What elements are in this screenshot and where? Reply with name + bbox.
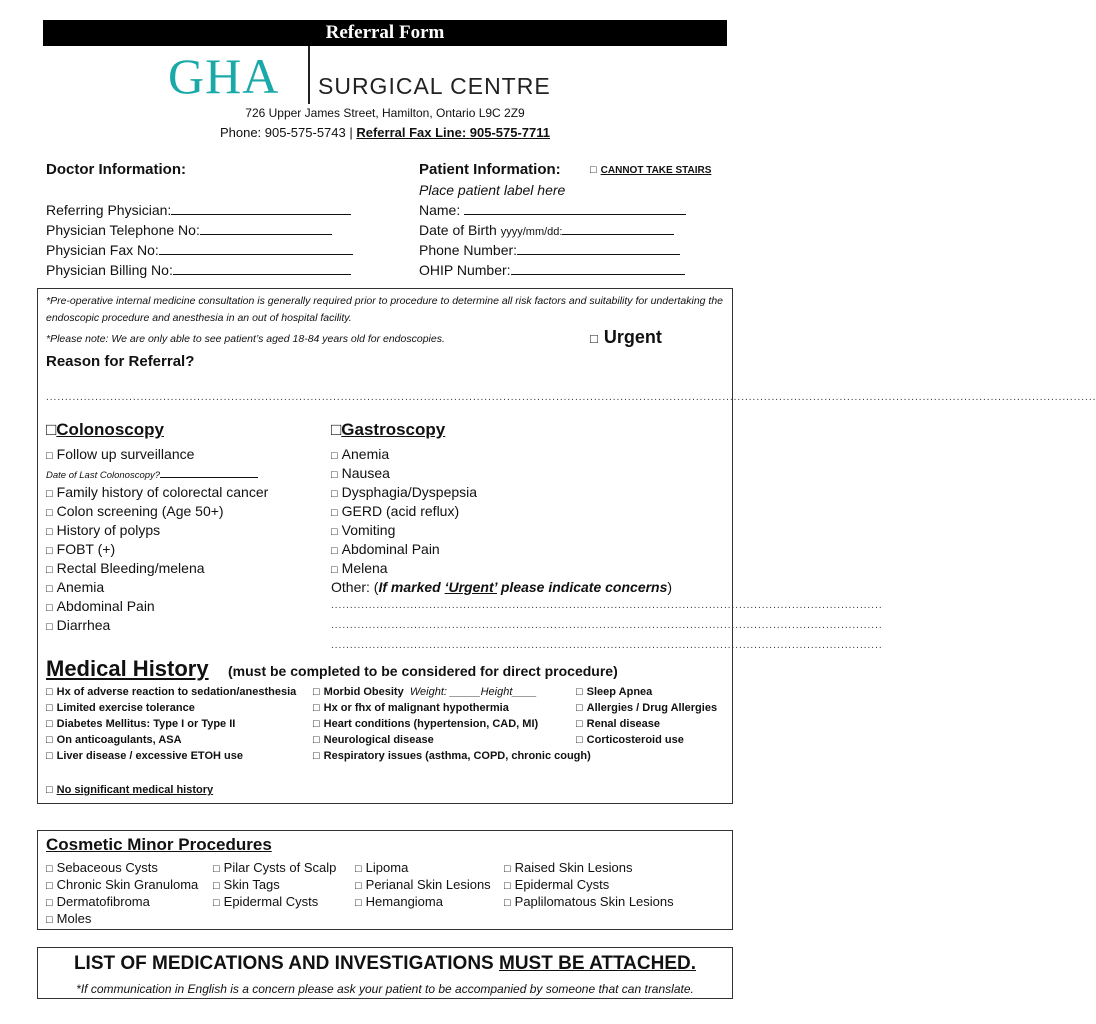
colonoscopy-option-checkbox[interactable]: □ — [46, 621, 53, 633]
medical-history-title: Medical History — [46, 656, 209, 681]
colonoscopy-option-checkbox[interactable]: □ — [46, 583, 53, 595]
mh-col3-option-item[interactable] — [576, 686, 652, 698]
patient-label-hint: Place patient label here — [419, 182, 566, 198]
clinic-phone: Phone: 905-575-5743 | — [219, 125, 357, 140]
colonoscopy-option-item[interactable] — [46, 541, 115, 557]
mh-col2-option-label: Heart conditions (hypertension, CAD, MI) — [323, 718, 539, 730]
age-restriction-note: *Please note: We are only able to see patient’s aged 18-84 years old for endoscopies. — [46, 333, 445, 345]
cannot-take-stairs-checkbox[interactable]: □ — [590, 164, 597, 176]
cosmetic-col4-option-label: Paplilomatous Skin Lesions — [514, 894, 674, 909]
gastro-other-line-3[interactable]: .................................................................................................................................................. — [331, 640, 883, 651]
urgent-label: Urgent — [603, 327, 662, 347]
gastroscopy-option-item[interactable] — [331, 522, 395, 538]
mh-weight-field[interactable]: Weight: _____ — [409, 686, 481, 698]
gastroscopy-option-item[interactable] — [331, 503, 459, 519]
cosmetic-col1-option-item[interactable] — [46, 911, 91, 926]
mh-col2-option-checkbox[interactable]: □ — [313, 702, 320, 714]
cosmetic-col1-option-item[interactable] — [46, 894, 150, 909]
colonoscopy-option-item[interactable] — [46, 503, 224, 519]
referring-physician-label: Referring Physician: — [46, 202, 172, 218]
gastro-other-prefix: Other: ( — [331, 579, 379, 595]
mh-no-significant-history[interactable] — [46, 784, 213, 796]
gastroscopy-option-item[interactable] — [331, 560, 388, 576]
urgent-checkbox[interactable]: □ — [590, 331, 598, 346]
cosmetic-col1-option-label: Sebaceous Cysts — [56, 860, 158, 875]
logo-divider — [308, 46, 310, 104]
gastroscopy-option-checkbox[interactable]: □ — [331, 545, 338, 557]
gastroscopy-option-checkbox[interactable]: □ — [331, 488, 338, 500]
gastro-other-suffix: ) — [667, 579, 673, 595]
patient-ohip-line[interactable] — [511, 263, 685, 275]
cosmetic-col2-option-item[interactable] — [213, 877, 280, 892]
mh-col1-option-item[interactable] — [46, 734, 182, 746]
form-title: Referral Form — [43, 20, 727, 46]
physician-billing-line[interactable] — [173, 263, 351, 275]
gastroscopy-option-label: Abdominal Pain — [341, 541, 440, 557]
colonoscopy-followup-label: Follow up surveillance — [56, 446, 195, 462]
mh-no-significant-checkbox[interactable]: □ — [46, 784, 53, 796]
colonoscopy-option-label: Rectal Bleeding/melena — [56, 560, 205, 576]
gastroscopy-option-label: Nausea — [341, 465, 390, 481]
mh-col3-option-label: Renal disease — [586, 718, 661, 730]
gastroscopy-label: Gastroscopy — [341, 420, 446, 439]
colonoscopy-option-item[interactable] — [46, 617, 110, 633]
cosmetic-col1-option-item[interactable] — [46, 860, 158, 875]
colonoscopy-option-label: Anemia — [56, 579, 105, 595]
colonoscopy-option-item[interactable] — [46, 560, 205, 576]
patient-name-line[interactable] — [464, 203, 686, 215]
mh-col1-option-checkbox[interactable]: □ — [46, 686, 53, 698]
doctor-info-heading: Doctor Information: — [46, 161, 186, 178]
gastro-other-line-2[interactable]: .................................................................................................................................................. — [331, 620, 883, 631]
mh-col3-option-checkbox[interactable]: □ — [576, 702, 583, 714]
physician-fax-line[interactable] — [159, 243, 353, 255]
last-colonoscopy-date-line[interactable] — [160, 468, 258, 478]
patient-phone-label: Phone Number: — [419, 242, 518, 258]
gastroscopy-option-checkbox[interactable]: □ — [331, 507, 338, 519]
gastroscopy-option-item[interactable] — [331, 465, 390, 481]
attachment-title-b: MUST BE ATTACHED. — [499, 953, 697, 974]
cosmetic-col2-option-checkbox[interactable]: □ — [213, 897, 220, 909]
colonoscopy-option-label: Abdominal Pain — [56, 598, 155, 614]
last-colonoscopy-date-label: Date of Last Colonoscopy? — [46, 470, 161, 481]
gastroscopy-option-label: Melena — [341, 560, 388, 576]
patient-name-label: Name: — [419, 202, 461, 218]
physician-fax-label: Physician Fax No: — [46, 242, 159, 258]
mh-col1-option-label: Liver disease / excessive ETOH use — [56, 750, 243, 762]
cosmetic-col4-option-checkbox[interactable]: □ — [504, 880, 511, 892]
colonoscopy-option-item[interactable] — [46, 598, 155, 614]
mh-col3-option-checkbox[interactable]: □ — [576, 718, 583, 730]
patient-ohip-field[interactable] — [419, 262, 685, 278]
colonoscopy-option-item[interactable] — [46, 522, 160, 538]
cosmetic-col4-option-label: Raised Skin Lesions — [514, 860, 633, 875]
referring-physician-field[interactable] — [46, 202, 351, 218]
colonoscopy-option-checkbox[interactable]: □ — [46, 507, 53, 519]
colonoscopy-option-item[interactable] — [46, 484, 268, 500]
cosmetic-col1-option-label: Chronic Skin Granuloma — [56, 877, 199, 892]
colonoscopy-option-label: Colon screening (Age 50+) — [56, 503, 224, 519]
colonoscopy-option-checkbox[interactable]: □ — [46, 602, 53, 614]
mh-col3-option-item[interactable] — [576, 734, 684, 746]
gastroscopy-option-item[interactable] — [331, 541, 440, 557]
mh-col3-option-label: Corticosteroid use — [586, 734, 684, 746]
gastroscopy-option-item[interactable] — [331, 484, 477, 500]
referring-physician-line[interactable] — [171, 203, 351, 215]
mh-col2-option-checkbox[interactable]: □ — [313, 750, 320, 762]
cosmetic-col3-option-item[interactable] — [355, 877, 491, 892]
cosmetic-col4-option-item[interactable] — [504, 860, 632, 875]
mh-col2-option-label: Respiratory issues (asthma, COPD, chronic cough) — [323, 750, 591, 762]
gastroscopy-option-checkbox[interactable]: □ — [331, 526, 338, 538]
gastroscopy-option-label: Vomiting — [341, 522, 396, 538]
mh-col1-option-item[interactable] — [46, 686, 296, 698]
colonoscopy-option-label: History of polyps — [56, 522, 161, 538]
colonoscopy-option-item[interactable] — [46, 579, 104, 595]
medical-history-heading — [46, 656, 209, 682]
gastroscopy-option-label: Dysphagia/Dyspepsia — [341, 484, 478, 500]
mh-morbid-obesity-checkbox[interactable]: □ — [313, 686, 320, 698]
mh-col2-option-item[interactable] — [313, 750, 591, 762]
attachment-title-a: LIST OF MEDICATIONS AND INVESTIGATIONS — [73, 953, 499, 974]
cosmetic-col3-option-checkbox[interactable]: □ — [355, 897, 362, 909]
gastroscopy-option-label: GERD (acid reflux) — [341, 503, 460, 519]
mh-morbid-obesity-label: Morbid Obesity — [323, 686, 404, 698]
patient-ohip-label: OHIP Number: — [419, 262, 511, 278]
physician-billing-field[interactable] — [46, 262, 351, 278]
patient-dob-field[interactable] — [419, 222, 674, 238]
cosmetic-heading — [46, 835, 272, 855]
mh-morbid-obesity[interactable] — [313, 686, 537, 698]
cosmetic-col1-option-item[interactable] — [46, 877, 198, 892]
patient-name-field[interactable] — [419, 202, 686, 218]
clinic-address: 726 Upper James Street, Hamilton, Ontario L9C 2Z9 — [245, 106, 525, 120]
referral-fax: Referral Fax Line: 905-575-7711 — [356, 125, 551, 140]
cosmetic-col3-option-label: Perianal Skin Lesions — [365, 877, 491, 892]
mh-col2-option-label: Neurological disease — [323, 734, 434, 746]
physician-telephone-label: Physician Telephone No: — [46, 222, 200, 238]
cosmetic-col1-option-checkbox[interactable]: □ — [46, 914, 53, 926]
cosmetic-col2-option-item[interactable] — [213, 894, 318, 909]
cosmetic-col2-option-item[interactable] — [213, 860, 336, 875]
cosmetic-col2-option-label: Skin Tags — [223, 877, 280, 892]
colonoscopy-option-label: FOBT (+) — [56, 541, 116, 557]
cosmetic-col1-option-label: Moles — [56, 911, 92, 926]
mh-col1-option-label: On anticoagulants, ASA — [56, 734, 182, 746]
cosmetic-col1-option-checkbox[interactable]: □ — [46, 863, 53, 875]
physician-billing-label: Physician Billing No: — [46, 262, 173, 278]
cosmetic-col3-option-item[interactable] — [355, 894, 443, 909]
cosmetic-col3-option-label: Lipoma — [365, 860, 409, 875]
colonoscopy-option-checkbox[interactable]: □ — [46, 488, 53, 500]
patient-phone-field[interactable] — [419, 242, 680, 258]
urgent-option[interactable] — [590, 327, 662, 348]
last-colonoscopy-date-field[interactable] — [46, 468, 258, 481]
reason-dotted-line[interactable]: ...................................................................................................................................................................................................................................................................................... — [46, 392, 1096, 403]
gastro-other-urgent: ‘Urgent’ — [444, 579, 497, 595]
gastroscopy-option-checkbox[interactable]: □ — [331, 450, 338, 462]
attachment-requirement — [0, 953, 770, 975]
gastro-other-note-b: please indicate concerns — [496, 579, 668, 595]
mh-col1-option-checkbox[interactable]: □ — [46, 718, 53, 730]
patient-dob-line[interactable] — [562, 223, 674, 235]
patient-phone-line[interactable] — [517, 243, 680, 255]
cosmetic-col4-option-item[interactable] — [504, 877, 609, 892]
cosmetic-col2-option-checkbox[interactable]: □ — [213, 863, 220, 875]
cosmetic-title: Cosmetic Minor Procedures — [46, 835, 272, 854]
logo-surgical-centre: SURGICAL CENTRE — [318, 73, 551, 99]
mh-col2-option-item[interactable] — [313, 734, 434, 746]
gastroscopy-option-label: Anemia — [341, 446, 390, 462]
reason-for-referral-heading: Reason for Referral? — [46, 353, 195, 370]
physician-telephone-field[interactable] — [46, 222, 332, 238]
cannot-take-stairs-option[interactable] — [590, 164, 711, 176]
mh-col3-option-item[interactable] — [576, 718, 660, 730]
mh-col1-option-checkbox[interactable]: □ — [46, 750, 53, 762]
mh-col2-option-checkbox[interactable]: □ — [313, 718, 320, 730]
colonoscopy-heading[interactable] — [46, 420, 164, 440]
preop-consult-note: *Pre-operative internal medicine consultation is generally required prior to procedure to determine all risk factors and suitability for undertaking the endoscopic procedure and anesthesia in an out of hospital facility. — [46, 295, 724, 324]
colonoscopy-option-label: Diarrhea — [56, 617, 111, 633]
colonoscopy-followup-item[interactable] — [46, 446, 194, 462]
mh-col1-option-label: Diabetes Mellitus: Type I or Type II — [56, 718, 236, 730]
cosmetic-col4-option-item[interactable] — [504, 894, 674, 909]
colonoscopy-option-label: Family history of colorectal cancer — [56, 484, 269, 500]
gastroscopy-checkbox[interactable]: □ — [331, 420, 342, 439]
gastroscopy-heading[interactable] — [331, 420, 445, 440]
clinic-contact — [0, 125, 770, 140]
patient-dob-label: Date of Birth — [419, 222, 497, 238]
logo-gha: GHA — [168, 48, 280, 104]
mh-col2-option-checkbox[interactable]: □ — [313, 734, 320, 746]
colonoscopy-option-checkbox[interactable]: □ — [46, 564, 53, 576]
mh-col3-option-checkbox[interactable]: □ — [576, 734, 583, 746]
cosmetic-col3-option-checkbox[interactable]: □ — [355, 863, 362, 875]
gastroscopy-option-checkbox[interactable]: □ — [331, 564, 338, 576]
patient-dob-format: yyyy/mm/dd: — [500, 226, 563, 238]
mh-col1-option-item[interactable] — [46, 702, 195, 714]
mh-col3-option-label: Allergies / Drug Allergies — [586, 702, 718, 714]
cosmetic-col2-option-label: Epidermal Cysts — [223, 894, 319, 909]
mh-col2-option-label: Hx or fhx of malignant hypothermia — [323, 702, 509, 714]
mh-col1-option-item[interactable] — [46, 750, 243, 762]
colonoscopy-checkbox[interactable]: □ — [46, 420, 57, 439]
gastroscopy-option-checkbox[interactable]: □ — [331, 469, 338, 481]
mh-col1-option-checkbox[interactable]: □ — [46, 734, 53, 746]
colonoscopy-followup-checkbox[interactable]: □ — [46, 450, 53, 462]
cosmetic-col3-option-label: Hemangioma — [365, 894, 443, 909]
cosmetic-col2-option-checkbox[interactable]: □ — [213, 880, 220, 892]
mh-col1-option-item[interactable] — [46, 718, 235, 730]
mh-col1-option-label: Limited exercise tolerance — [56, 702, 195, 714]
cosmetic-col1-option-checkbox[interactable]: □ — [46, 880, 53, 892]
cosmetic-col1-option-checkbox[interactable]: □ — [46, 897, 53, 909]
mh-col3-option-checkbox[interactable]: □ — [576, 686, 583, 698]
mh-col3-option-item[interactable] — [576, 702, 717, 714]
translation-note: *If communication in English is a concern please ask your patient to be accompanied by someone that can translate. — [76, 982, 694, 996]
mh-col2-option-item[interactable] — [313, 718, 538, 730]
cosmetic-col4-option-checkbox[interactable]: □ — [504, 897, 511, 909]
cosmetic-col3-option-checkbox[interactable]: □ — [355, 880, 362, 892]
mh-no-significant-label: No significant medical history — [56, 784, 214, 796]
mh-col1-option-checkbox[interactable]: □ — [46, 702, 53, 714]
mh-col1-option-label: Hx of adverse reaction to sedation/anesthesia — [56, 686, 297, 698]
cosmetic-col2-option-label: Pilar Cysts of Scalp — [223, 860, 337, 875]
gastroscopy-option-item[interactable] — [331, 446, 389, 462]
gastro-other-concerns — [331, 579, 672, 595]
cosmetic-col4-option-label: Epidermal Cysts — [514, 877, 610, 892]
colonoscopy-label: Colonoscopy — [56, 420, 164, 439]
cosmetic-col3-option-item[interactable] — [355, 860, 408, 875]
mh-col2-option-item[interactable] — [313, 702, 509, 714]
patient-info-heading: Patient Information: — [419, 161, 561, 178]
cosmetic-col4-option-checkbox[interactable]: □ — [504, 863, 511, 875]
gastro-other-line-1[interactable]: .................................................................................................................................................. — [331, 600, 883, 611]
colonoscopy-option-checkbox[interactable]: □ — [46, 526, 53, 538]
colonoscopy-option-checkbox[interactable]: □ — [46, 545, 53, 557]
cosmetic-col1-option-label: Dermatofibroma — [56, 894, 150, 909]
mh-col3-option-label: Sleep Apnea — [586, 686, 653, 698]
medical-history-note: (must be completed to be considered for direct procedure) — [228, 663, 618, 679]
gastro-other-note-a: If marked — [378, 579, 445, 595]
physician-telephone-line[interactable] — [200, 223, 332, 235]
cannot-take-stairs-label: CANNOT TAKE STAIRS — [600, 165, 712, 176]
mh-height-field[interactable]: Height____ — [480, 686, 537, 698]
physician-fax-field[interactable] — [46, 242, 353, 258]
